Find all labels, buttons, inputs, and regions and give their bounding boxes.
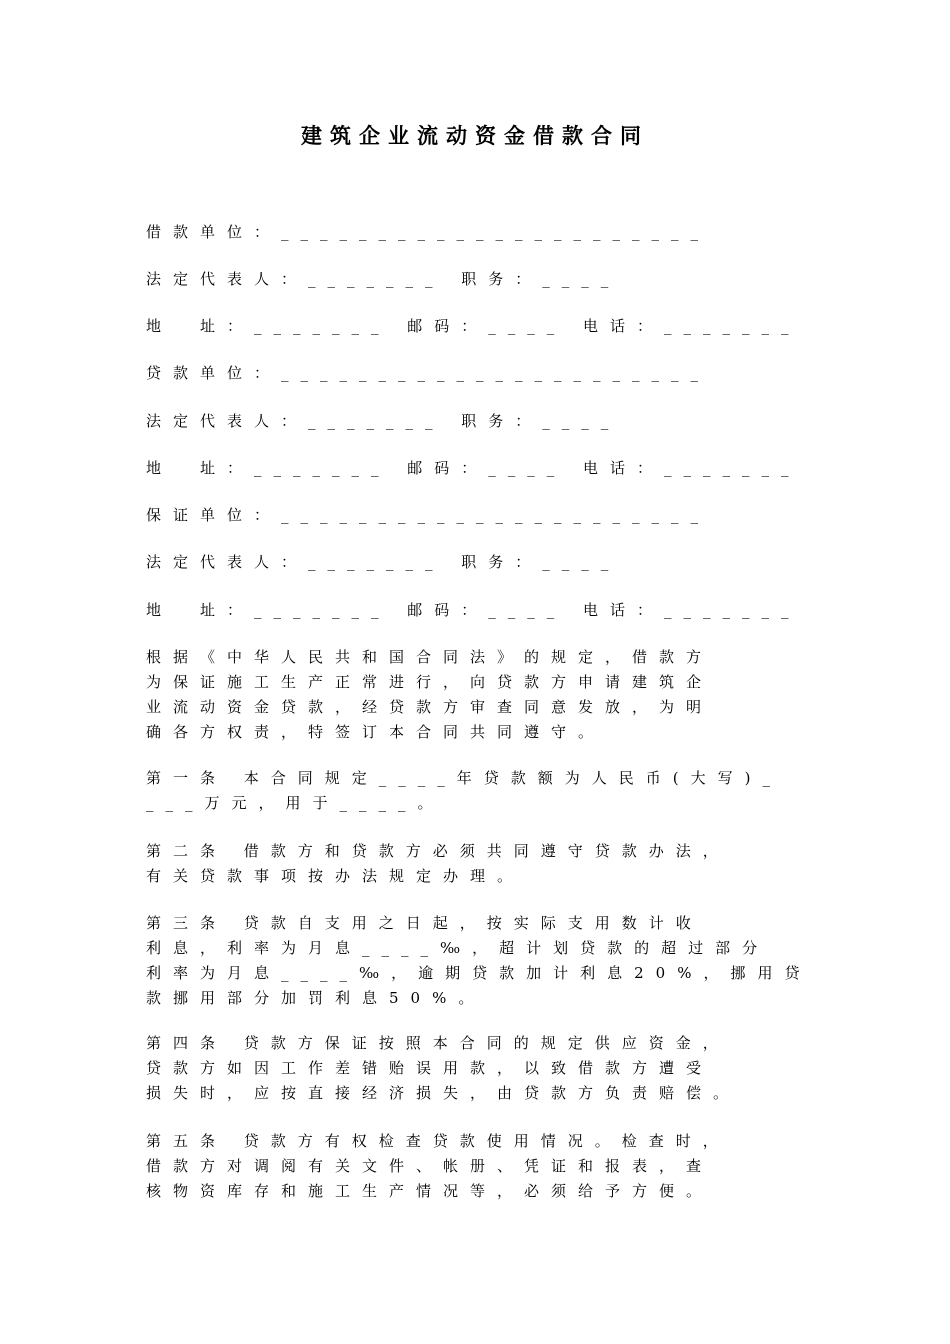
guarantor-address-line: 地 址：_______ 邮码：____ 电话：_______: [146, 601, 801, 619]
borrower-representative-line: 法定代表人：_______ 职务：____: [146, 270, 621, 288]
lender-address-line: 地 址：_______ 邮码：____ 电话：_______: [146, 459, 801, 477]
article-2: 第二条 借款方和贷款方必须共同遵守贷款办法， 有关贷款事项按办法规定办理。: [146, 842, 730, 885]
borrower-unit-line: 借款单位：______________________: [146, 223, 711, 241]
article-3: 第三条 贷款自支用之日起，按实际支用数计收 利息，利率为月息____‰，超计划贷款的超过部分 利率为月息____‰，逾期贷款加计利息20%，挪用贷 款挪用部分加罚利息50%。: [146, 914, 812, 1007]
article-1: 第一条 本合同规定____年贷款额为人民币(大写)_ ___万元，用于____。: [146, 769, 782, 812]
lender-representative-line: 法定代表人：_______ 职务：____: [146, 412, 621, 430]
article-5: 第五条 贷款方有权检查贷款使用情况。检查时， 借款方对调阅有关文件、帐册、凭证和报表，查 核物资库存和施工生产情况等，必须给予方便。: [146, 1132, 730, 1200]
document-title: 建筑企业流动资金借款合同: [301, 123, 649, 148]
lender-unit-line: 贷款单位：______________________: [146, 364, 711, 382]
borrower-address-line: 地 址：_______ 邮码：____ 电话：_______: [146, 317, 801, 335]
guarantor-unit-line: 保证单位：______________________: [146, 506, 711, 524]
preamble-paragraph: 根据《中华人民共和国合同法》的规定，借款方 为保证施工生产正常进行，向贷款方申请建筑企 业流动资金贷款，经贷款方审查同意发放，为明 确各方权责，特签订本合同共同遵守。: [146, 648, 714, 741]
guarantor-representative-line: 法定代表人：_______ 职务：____: [146, 553, 621, 571]
article-4: 第四条 贷款方保证按照本合同的规定供应资金， 贷款方如因工作差错贻误用款，以致借款方遭受 损失时，应按直接经济损失，由贷款方负责赔偿。: [146, 1034, 741, 1102]
